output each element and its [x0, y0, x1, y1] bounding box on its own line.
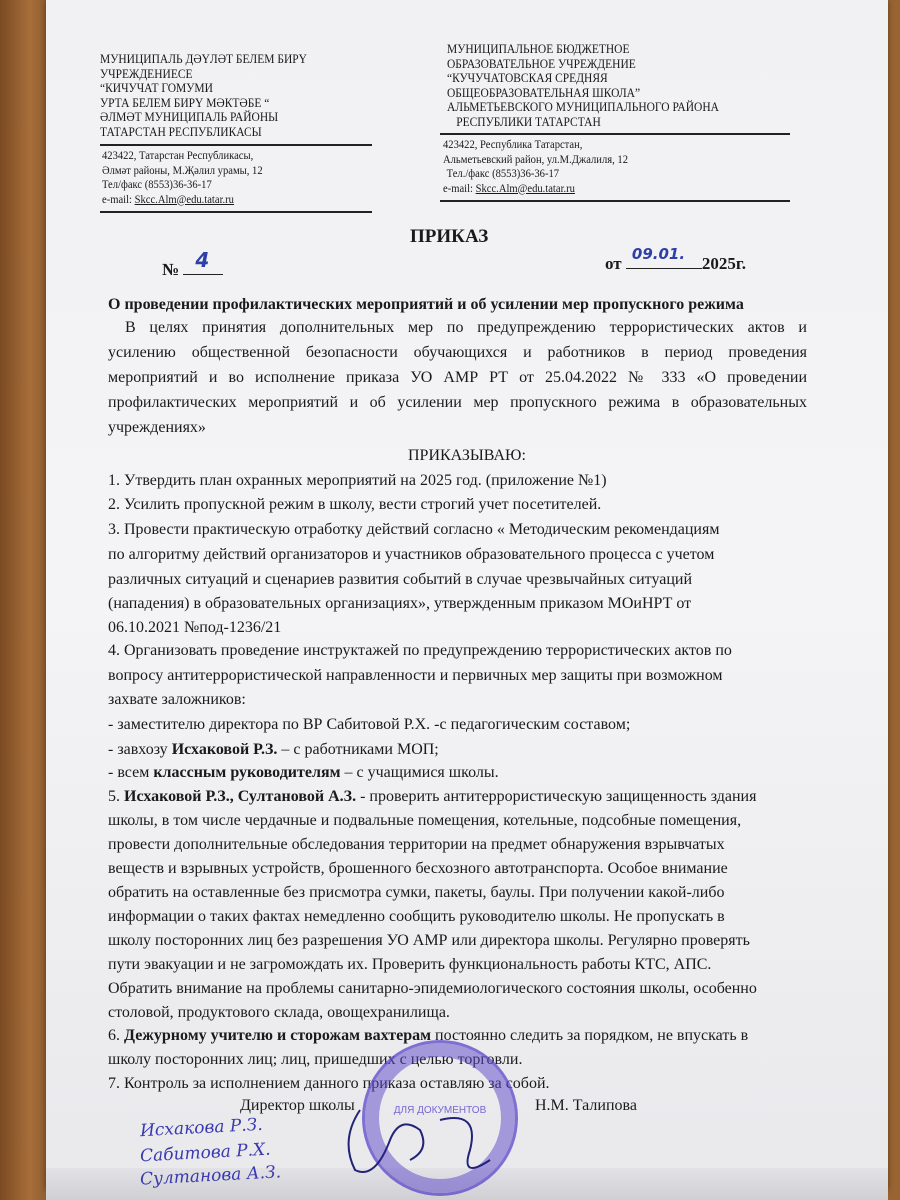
text-line: [108, 394, 807, 412]
text-segment: – с учащимися школы.: [340, 764, 499, 781]
acknowledged-signature: Сабитова Р.Х.: [139, 1139, 272, 1167]
text-segment: школу посторонних лиц без разрешения УО АМР или директора школы. Регулярно проверять: [108, 932, 750, 949]
text-segment: 06.10.2021 №под-1236/21: [108, 619, 282, 636]
order-number: [162, 248, 223, 280]
date-label: от: [605, 254, 622, 273]
acknowledged-signature: Султанова А.З.: [139, 1162, 282, 1190]
director-signature: [330, 1100, 510, 1190]
text-segment: 7. Контроль за исполнением данного приказа оставляю за собой.: [108, 1075, 550, 1092]
order-subject: О проведении профилактических мероприятий и об усилении мер пропускного режима: [108, 296, 744, 313]
text-segment: 4. Организовать проведение инструктажей по предупреждению террористических актов по: [108, 642, 732, 659]
text-segment: - проверить антитеррористическую защищенность здания: [356, 788, 757, 805]
text-line: [108, 691, 246, 709]
signature-name: Н.М. Талипова: [535, 1097, 637, 1114]
address-line: 423422, Татарстан Республикасы,: [102, 150, 254, 162]
header-divider: [440, 133, 790, 135]
address-line: Тел/факс (8553)36-36-17: [102, 179, 212, 191]
text-line: [108, 956, 711, 974]
text-segment: школу посторонних лиц; лиц, пришедших с целью торговли.: [108, 1051, 523, 1068]
text-line: [108, 496, 601, 514]
address-line: 423422, Республика Татарстан,: [443, 139, 583, 151]
text-segment: различных ситуаций и сценариев развития событий в случае чрезвычайных ситуаций: [108, 571, 693, 588]
bold-text: Исхаковой Р.З.: [171, 741, 278, 758]
text-segment: 1. Утвердить план охранных мероприятий на 2025 год. (приложение №1): [108, 472, 607, 489]
email-link[interactable]: Skcc.Alm@edu.tatar.ru: [134, 193, 234, 206]
text-segment: захвате заложников:: [108, 691, 246, 708]
text-line: [125, 319, 807, 337]
text-segment: информации о таких фактах немедленно сообщить руководителю школы. Не пропускать в: [108, 908, 725, 925]
text-line: [108, 716, 630, 734]
stamp-text: ДЛЯ ДОКУМЕНТОВ: [393, 1105, 487, 1116]
header-right-address: [443, 138, 628, 196]
address-line: Әлмәт районы, М.Җәлил урамы, 12: [102, 164, 263, 177]
email-label: e-mail:: [102, 193, 135, 206]
header-divider: [100, 211, 372, 213]
text-segment: - заместителю директора по ВР Сабитовой Р.Х. -с педагогическим составом;: [108, 716, 631, 733]
header-line: УЧРЕЖДЕНИЕСЕ: [100, 66, 193, 81]
handwritten-number: 4: [195, 248, 210, 272]
text-segment: вопросу антитеррористической направленности и первичных мер защиты при возможном: [108, 667, 723, 684]
text-segment: провести дополнительные обследования территории на предмет обнаружения взрывчатых: [108, 836, 725, 853]
header-divider: [100, 144, 372, 146]
bold-text: Дежурному учителю и сторожам вахтерам: [124, 1027, 431, 1044]
text-segment: постоянно следить за порядком, не впускать в: [431, 1027, 749, 1044]
text-line: [108, 908, 725, 926]
text-line: [108, 472, 607, 490]
text-line: [108, 836, 725, 854]
text-line: [108, 571, 692, 589]
text-segment: (нападения) в образовательных организациях», утвержденным приказом МОиНРТ от: [108, 595, 692, 612]
text-segment: веществ и взрывных устройств, брошенного бесхозного автотранспорта. Особое внимание: [108, 860, 728, 877]
header-line: ОБРАЗОВАТЕЛЬНОЕ УЧРЕЖДЕНИЕ: [447, 56, 636, 71]
text-segment: столовой, продуктового склада, овощехранилища.: [108, 1004, 450, 1021]
bold-text: классным руководителям: [153, 764, 341, 781]
handwritten-date: 09.01.: [631, 245, 686, 263]
text-segment: - завхозу: [108, 741, 172, 758]
text-segment: ПРИКАЗЫВАЮ:: [408, 447, 526, 464]
header-line: ОБЩЕОБРАЗОВАТЕЛЬНАЯ ШКОЛА”: [447, 85, 641, 100]
header-line: ӘЛМӘТ МУНИЦИПАЛЬ РАЙОНЫ: [100, 110, 279, 124]
text-line: [108, 860, 728, 878]
text-line: [108, 619, 281, 637]
text-line: [108, 788, 756, 806]
text-line: [108, 642, 732, 660]
text-segment: по алгоритму действий организаторов и участников образовательного процесса с учетом: [108, 546, 715, 563]
text-line: [108, 980, 757, 998]
text-segment: мероприятий и во исполнение приказа УО АМР РТ от 25.04.2022 № 333 «О проведении: [108, 369, 807, 386]
text-segment: профилактических мероприятий и об усилении мер пропускного режима в образовательных: [108, 394, 807, 411]
text-line: [108, 595, 691, 613]
text-line: [108, 369, 807, 387]
header-line: УРТА БЕЛЕМ БИРҮ МӘКТӘБЕ “: [100, 95, 270, 110]
header-line: “КИЧУЧАТ ГОМУМИ: [100, 81, 213, 95]
header-right-org: [447, 42, 719, 129]
bold-text: Исхаковой Р.З., Султановой А.З.: [124, 788, 357, 805]
text-segment: В целях принятия дополнительных мер по предупреждению террористических актов и: [125, 319, 807, 336]
text-line: [108, 667, 723, 685]
header-left-address: [102, 149, 263, 207]
document-title: ПРИКАЗ: [410, 226, 489, 247]
text-segment: Обратить внимание на проблемы санитарно-эпидемиологического состояния школы, особенно: [108, 980, 757, 997]
wooden-table-left: [0, 0, 50, 1200]
acknowledged-signature: Исхакова Р.З.: [139, 1114, 264, 1142]
email-label: e-mail:: [443, 182, 476, 195]
text-line: [108, 812, 741, 830]
text-segment: - всем: [108, 764, 154, 781]
number-label: №: [162, 260, 180, 279]
address-line: Тел./факс (8553)36-36-17: [446, 168, 560, 180]
header-line: МУНИЦИПАЛЬ ДӘҮЛӘТ БЕЛЕМ БИРҮ: [100, 52, 307, 66]
text-segment: 3. Провести практическую отработку действий согласно « Методическим рекомендациям: [108, 521, 720, 538]
order-date: [605, 245, 746, 274]
text-segment: 2. Усилить пропускной режим в школу, вести строгий учет посетителей.: [108, 496, 602, 513]
text-segment: школы, в том числе чердачные и подвальные помещения, котельные, подсобные помещения,: [108, 812, 742, 829]
header-divider: [440, 200, 790, 202]
header-line: РЕСПУБЛИКИ ТАТАРСТАН: [456, 114, 601, 129]
header-left-org: [100, 52, 307, 139]
text-line: [408, 447, 526, 465]
address-line: Альметьевский район, ул.М.Джалиля, 12: [443, 153, 628, 166]
text-line: [108, 764, 499, 782]
text-segment: усилению общественной безопасности обучающихся и работников в период проведения: [108, 344, 807, 361]
text-line: [108, 932, 750, 950]
text-segment: 6.: [108, 1027, 124, 1044]
text-segment: – с работниками МОП;: [277, 741, 439, 758]
email-link[interactable]: Skcc.Alm@edu.tatar.ru: [475, 182, 575, 195]
text-line: [108, 1004, 450, 1022]
text-line: [108, 419, 206, 437]
text-segment: обратить на оставленные без присмотра сумки, пакеты, баулы. При получении какой-либо: [108, 884, 725, 901]
date-year: 2025г.: [701, 254, 746, 273]
text-segment: пути эвакуации и не загромождать их. Проверить функциональность работы КТС, АПС.: [108, 956, 712, 973]
wooden-table-right: [886, 0, 900, 1200]
text-line: [108, 546, 714, 564]
text-segment: 5.: [108, 788, 124, 805]
signature-position: Директор школы: [240, 1097, 355, 1114]
header-line: ТАТАРСТАН РЕСПУБЛИКАСЫ: [100, 124, 262, 139]
text-line: [108, 344, 807, 362]
text-segment: учреждениях»: [108, 419, 206, 436]
text-line: [108, 741, 439, 759]
header-line: МУНИЦИПАЛЬНОЕ БЮДЖЕТНОЕ: [447, 42, 630, 56]
header-line: “КУЧУЧАТОВСКАЯ СРЕДНЯЯ: [447, 71, 608, 85]
text-line: [108, 521, 719, 539]
text-line: [108, 884, 724, 902]
header-line: АЛЬМЕТЬЕВСКОГО МУНИЦИПАЛЬНОГО РАЙОНА: [447, 100, 719, 114]
